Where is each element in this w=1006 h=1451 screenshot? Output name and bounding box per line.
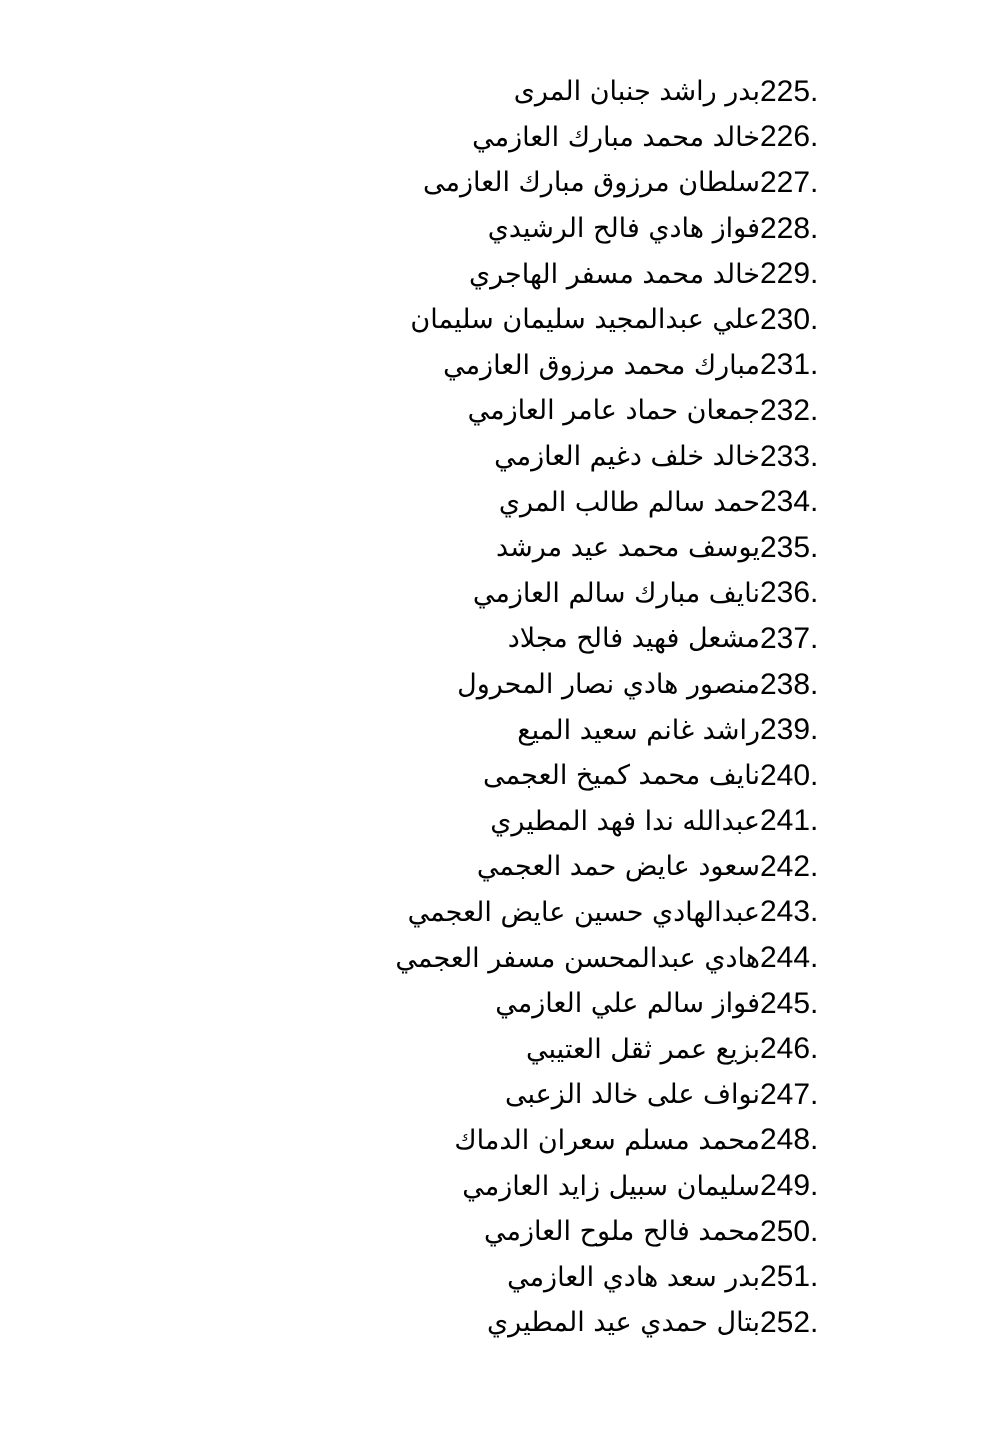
names-list <box>268 69 868 1346</box>
item-name: سلطان مرزوق مبارك العازمى <box>422 167 760 199</box>
item-number: 247. <box>760 1077 819 1111</box>
item-name: خالد محمد مبارك العازمي <box>472 121 760 153</box>
item-number: 249. <box>760 1169 819 1203</box>
item-number: 243. <box>760 895 819 929</box>
list-item <box>268 388 868 434</box>
item-name: سعود عايض حمد العجمي <box>476 851 760 883</box>
item-number: 227. <box>760 165 819 199</box>
item-number: 230. <box>760 302 819 336</box>
list-item <box>268 1209 868 1255</box>
item-number: 248. <box>760 1123 819 1157</box>
item-name: بزيع عمر ثقل العتيبي <box>526 1033 760 1065</box>
item-name: فواز سالم علي العازمي <box>495 988 760 1020</box>
item-number: 251. <box>760 1260 819 1294</box>
item-name: جمعان حماد عامر العازمي <box>467 395 760 427</box>
item-number: 231. <box>760 348 819 382</box>
list-item <box>268 206 868 252</box>
list-item <box>268 662 868 708</box>
item-number: 229. <box>760 257 819 291</box>
list-item <box>268 707 868 753</box>
item-name: محمد فالح ملوح العازمي <box>484 1216 760 1248</box>
list-item <box>268 1072 868 1118</box>
list-item <box>268 890 868 936</box>
item-number: 228. <box>760 211 819 245</box>
item-number: 244. <box>760 941 819 975</box>
list-item <box>268 69 868 115</box>
list-item <box>268 571 868 617</box>
item-number: 236. <box>760 576 819 610</box>
list-item <box>268 479 868 525</box>
item-name: سليمان سبيل زايد العازمي <box>462 1170 760 1202</box>
item-name: عبدالهادي حسين عايض العجمي <box>407 896 760 928</box>
item-name: عبدالله ندا فهد المطيري <box>490 805 760 837</box>
item-name: راشد غانم سعيد الميع <box>517 714 760 746</box>
item-number: 225. <box>760 74 819 108</box>
item-name: خالد خلف دغيم العازمي <box>494 441 760 473</box>
item-number: 239. <box>760 713 819 747</box>
item-name: يوسف محمد عيد مرشد <box>495 532 760 564</box>
item-name: مشعل فهيد فالح مجلاد <box>507 623 760 655</box>
list-item <box>268 616 868 662</box>
item-name: نايف مبارك سالم العازمي <box>472 577 760 609</box>
list-item <box>268 844 868 890</box>
item-number: 234. <box>760 485 819 519</box>
item-name: هادي عبدالمحسن مسفر العجمي <box>395 942 760 974</box>
item-number: 245. <box>760 986 819 1020</box>
item-number: 232. <box>760 393 819 427</box>
item-name: محمد مسلم سعران الدماك <box>454 1124 760 1156</box>
list-item <box>268 981 868 1027</box>
item-number: 226. <box>760 120 819 154</box>
list-item <box>268 1300 868 1346</box>
item-number: 240. <box>760 758 819 792</box>
item-name: بدر راشد جنبان المرى <box>513 76 760 108</box>
list-item <box>268 1254 868 1300</box>
list-item <box>268 160 868 206</box>
item-number: 246. <box>760 1032 819 1066</box>
item-name: بتال حمدي عيد المطيري <box>487 1307 760 1339</box>
item-name: مبارك محمد مرزوق العازمي <box>443 349 760 381</box>
list-item <box>268 525 868 571</box>
list-item <box>268 251 868 297</box>
item-number: 238. <box>760 667 819 701</box>
list-item <box>268 115 868 161</box>
list-item <box>268 1026 868 1072</box>
item-name: علي عبدالمجيد سليمان سليمان <box>410 304 760 336</box>
item-name: نواف على خالد الزعبى <box>505 1079 760 1111</box>
item-name: نايف محمد كميخ العجمى <box>483 760 760 792</box>
item-name: منصور هادي نصار المحرول <box>457 669 760 701</box>
list-item <box>268 935 868 981</box>
item-number: 250. <box>760 1214 819 1248</box>
item-number: 233. <box>760 439 819 473</box>
list-item <box>268 753 868 799</box>
list-item <box>268 1163 868 1209</box>
item-number: 252. <box>760 1305 819 1339</box>
list-item <box>268 799 868 845</box>
list-item <box>268 434 868 480</box>
item-name: خالد محمد مسفر الهاجري <box>469 258 760 290</box>
list-item <box>268 343 868 389</box>
item-number: 237. <box>760 621 819 655</box>
list-item <box>268 1118 868 1164</box>
item-name: فواز هادي فالح الرشيدي <box>487 213 760 245</box>
item-name: حمد سالم طالب المري <box>498 486 760 518</box>
list-item <box>268 297 868 343</box>
item-number: 241. <box>760 804 819 838</box>
item-number: 242. <box>760 849 819 883</box>
item-name: بدر سعد هادي العازمي <box>507 1261 760 1293</box>
item-number: 235. <box>760 530 819 564</box>
